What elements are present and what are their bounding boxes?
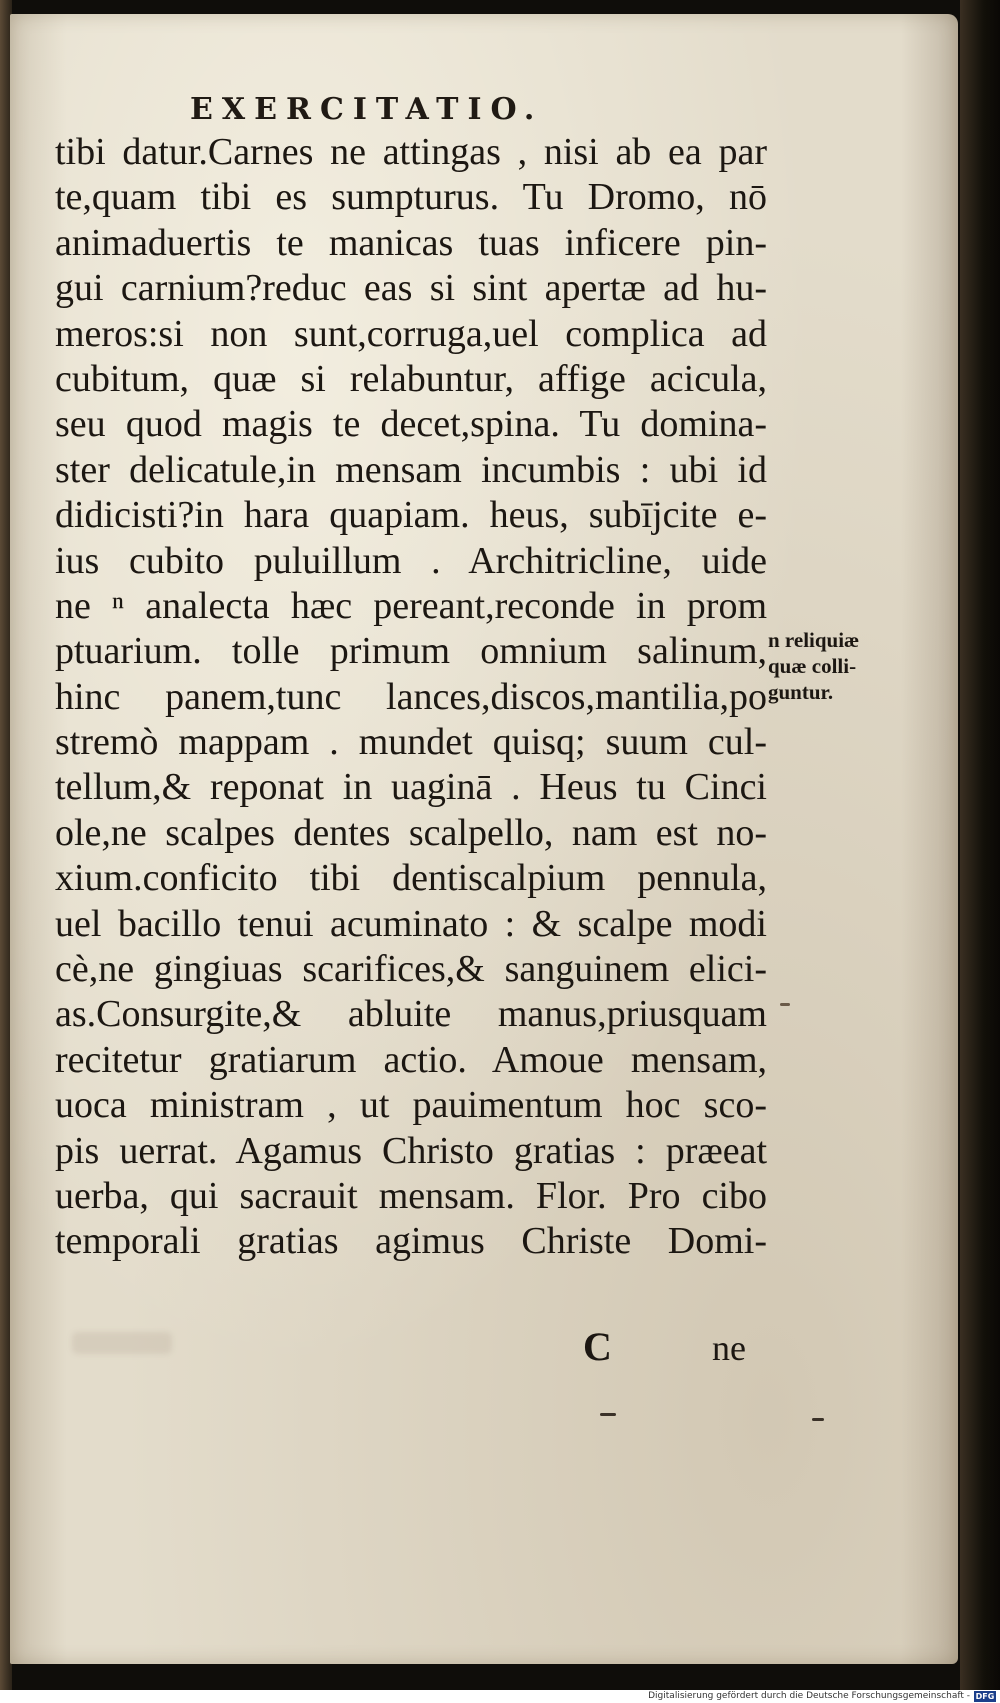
running-head: EXERCITATIO. (190, 92, 544, 127)
text-line: stremò mappam . mundet quisq; suum cul- (55, 721, 767, 764)
text-line: seu quod magis te decet,spina. Tu domina- (55, 403, 767, 446)
catchword: ne (712, 1328, 746, 1368)
marginal-note-line: n reliquiæ (768, 628, 860, 652)
text-line: ius cubito puluillum . Architricline, uide (55, 539, 767, 582)
marginal-note-line: quæ colli- (768, 654, 857, 678)
text-line: didicisti?in hara quapiam. heus, subījcite e- (55, 494, 767, 537)
text-line: uel bacillo tenui acuminato : & scalpe modi (55, 902, 767, 945)
text-line: cè,ne gingiuas scarifices,& sanguinem elici- (55, 948, 767, 991)
text-line: uerba, qui sacrauit mensam. Flor. Pro cibo (55, 1174, 767, 1217)
text-line: tibi datur.Carnes ne attingas , nisi ab ea par (55, 131, 767, 173)
marginal-note-line: guntur. (768, 680, 834, 704)
text-line: as.Consurgite,& abluite manus,priusquam (55, 993, 767, 1036)
text-line: ster delicatule,in mensam incumbis : ubi id (55, 448, 767, 491)
text-line: tellum,& reponat in uaginā . Heus tu Cinci (55, 766, 767, 809)
text-line: cubitum, quæ si relabuntur, affige acicula, (55, 357, 767, 400)
marginal-note (768, 627, 918, 705)
text-line: ptuarium. tolle primum omnium salinum, (55, 630, 767, 673)
dfg-logo-icon: DFG (975, 1692, 995, 1701)
text-line: te,quam tibi es sumpturus. Tu Dromo, nō (55, 176, 767, 219)
ink-mark (780, 1003, 790, 1006)
text-line: hinc panem,tunc lances,discos,mantilia,po (55, 675, 767, 718)
footer-credit: Digitalisierung gefördert durch die Deutsche Forschungsgemeinschaft - (648, 1691, 970, 1701)
book-edge-right (960, 0, 1000, 1690)
main-text-block (55, 130, 767, 1265)
signature-mark: C (583, 1324, 612, 1369)
footer-bar (0, 1690, 1000, 1703)
ink-mark (600, 1413, 616, 1416)
text-line: recitetur gratiarum actio. Amoue mensam, (55, 1038, 767, 1081)
text-line: ole,ne scalpes dentes scalpello, nam est no- (55, 811, 767, 854)
show-through-smudge (72, 1332, 172, 1354)
text-line: temporali gratias agimus Christe Domi- (55, 1220, 767, 1263)
ink-mark (812, 1418, 824, 1421)
text-line: meros:si non sunt,corruga,uel complica ad (55, 312, 767, 355)
text-line: ne ⁿ analecta hæc pereant,reconde in prom (55, 584, 767, 627)
text-line: xium.conficito tibi dentiscalpium pennula, (55, 857, 767, 900)
text-line: gui carnium?reduc eas si sint apertæ ad hu- (55, 267, 767, 310)
text-line: animaduertis te manicas tuas inficere pin- (55, 221, 767, 264)
text-line: uoca ministram , ut pauimentum hoc sco- (55, 1084, 767, 1127)
text-line: pis uerrat. Agamus Christo gratias : præeat (55, 1129, 767, 1172)
